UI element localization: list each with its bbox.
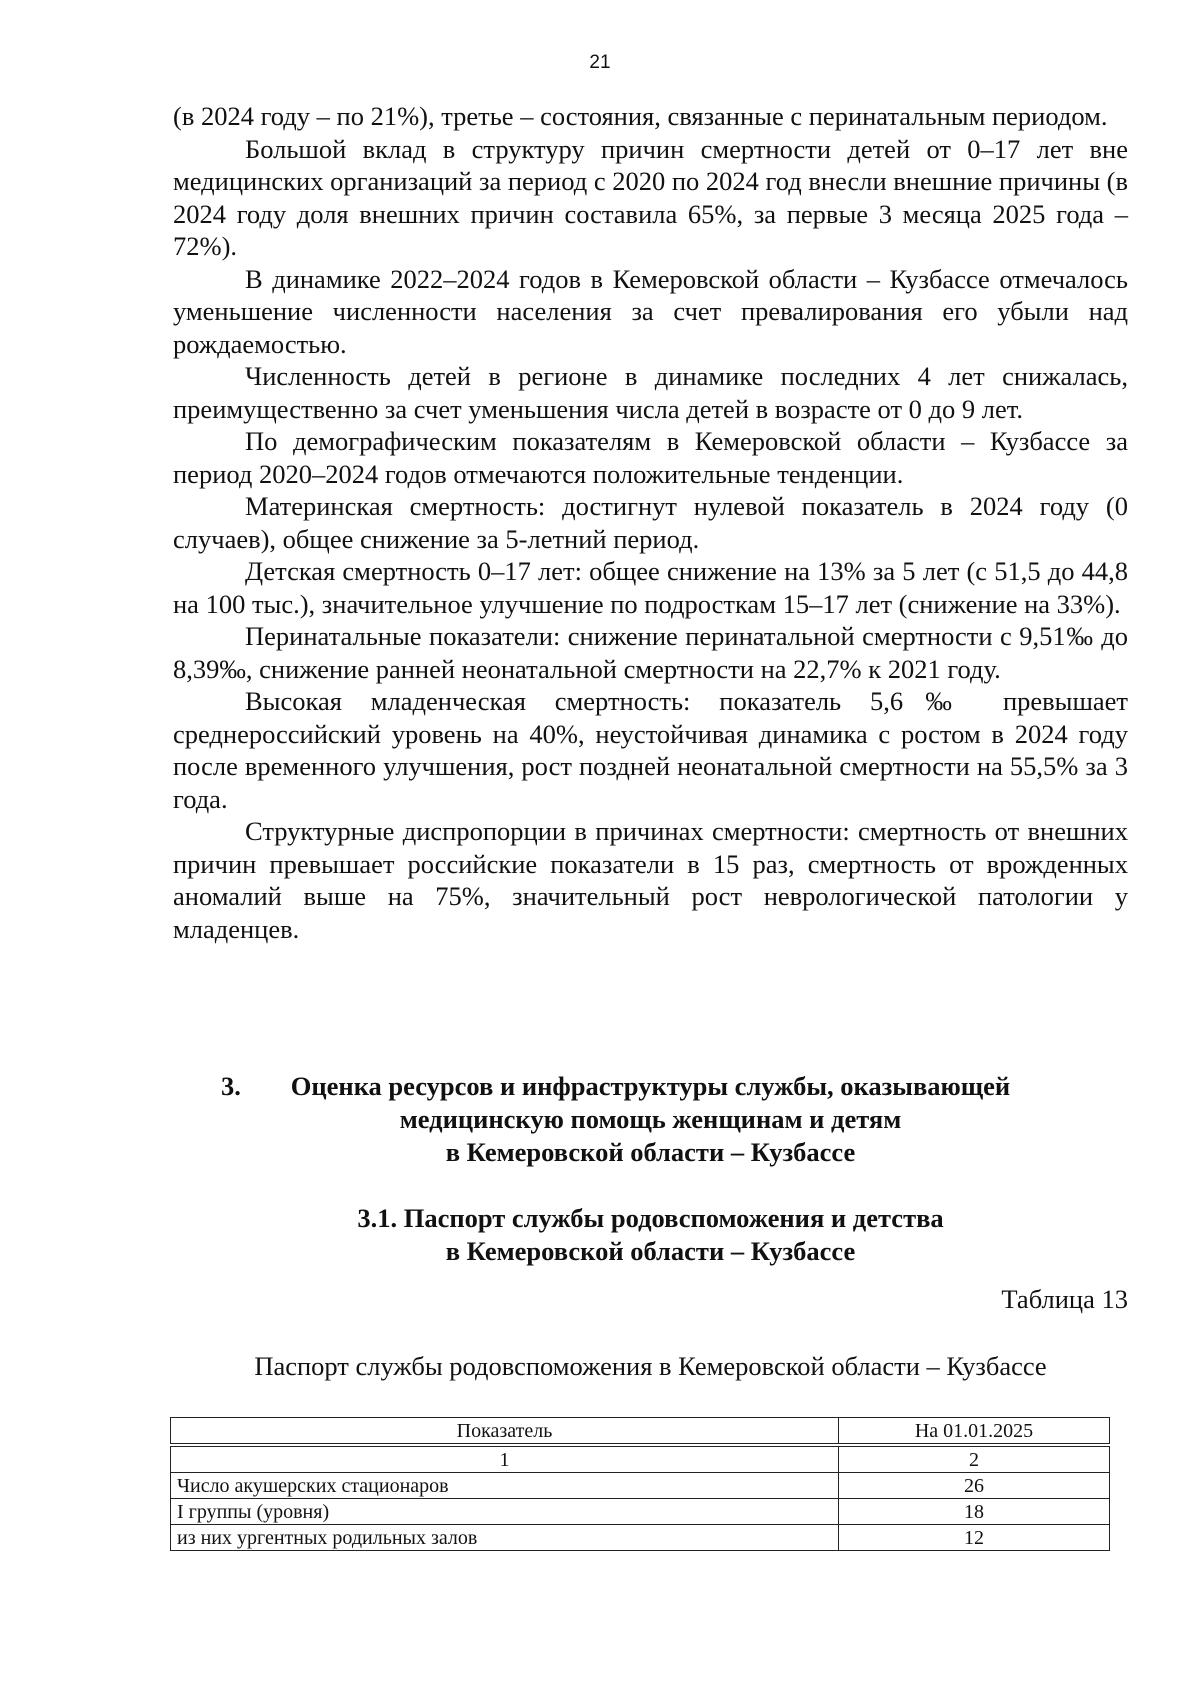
- paragraph: Структурные диспропорции в причинах смертности: смертность от внешних причин превышает российские показатели в 15 раз, смертность от врожденных аномалий выше на 75%, значительный рост неврологической патологии у младенцев.: [173, 816, 1128, 944]
- column-number-cell: 1: [171, 1447, 839, 1473]
- column-number-cell: 2: [839, 1447, 1110, 1473]
- table-cell: 26: [839, 1473, 1110, 1499]
- table-header-cell: На 01.01.2025: [839, 1418, 1110, 1444]
- table-row: [171, 1473, 1110, 1499]
- paragraph: Перинатальные показатели: снижение перинатальной смертности с 9,51‰ до 8,39‰, снижение ранней неонатальной смертности на 22,7% к 2021 году.: [173, 621, 1128, 684]
- section-number: 3.: [221, 1071, 241, 1101]
- passport-table: [170, 1417, 1110, 1551]
- subsection-title-line: в Кемеровской области – Кузбассе: [445, 1236, 856, 1266]
- paragraph: Численность детей в регионе в динамике последних 4 лет снижалась, преимущественно за счет уменьшения числа детей в возрасте от 0 до 9 лет.: [173, 361, 1128, 424]
- table-cell: Число акушерских стационаров: [171, 1473, 839, 1499]
- table-caption: Паспорт службы родовспоможения в Кемеровской области – Кузбассе: [254, 1351, 1047, 1381]
- body-text: [173, 100, 1128, 945]
- subsection-heading: [173, 1202, 1128, 1268]
- paragraph: Детская смертность 0–17 лет: общее снижение на 13% за 5 лет (с 51,5 до 44,8 на 100 тыс.), значительное улучшение по подросткам 15–17 лет (снижение на 33%).: [173, 556, 1128, 619]
- table-label: Таблица 13: [1001, 1284, 1128, 1314]
- paragraph: Большой вклад в структуру причин смертности детей от 0–17 лет вне медицинских организаций за период с 2020 по 2024 год внесли внешние причины (в 2024 году доля внешних причин составила 65%, за первые 3 месяца 2025 года – 72%).: [173, 133, 1128, 261]
- table-row: [171, 1525, 1110, 1551]
- paragraph: По демографическим показателям в Кемеровской области – Кузбассе за период 2020–2024 годов отмечаются положительные тенденции.: [173, 426, 1128, 489]
- subsection-title-line: 3.1. Паспорт службы родовспоможения и детства: [357, 1203, 944, 1233]
- table-row: [171, 1499, 1110, 1525]
- table-cell: I группы (уровня): [171, 1499, 839, 1525]
- section-title-line: Оценка ресурсов и инфраструктуры службы, оказывающей: [290, 1071, 1011, 1101]
- page-number: 21: [589, 52, 611, 73]
- table-cell: из них ургентных родильных залов: [171, 1525, 839, 1551]
- paragraph: (в 2024 году – по 21%), третье – состояния, связанные с перинатальным периодом.: [173, 101, 1108, 131]
- table-header-cell: Показатель: [171, 1418, 839, 1444]
- table-column-number-row: [171, 1447, 1110, 1473]
- paragraph: В динамике 2022–2024 годов в Кемеровской области – Кузбассе отмечалось уменьшение численности населения за счет превалирования его убыли над рождаемостью.: [173, 263, 1128, 359]
- section-title-line: медицинскую помощь женщинам и детям: [399, 1104, 902, 1134]
- table-header-row: [171, 1418, 1110, 1444]
- paragraph: Материнская смертность: достигнут нулевой показатель в 2024 году (0 случаев), общее снижение за 5-летний период.: [173, 491, 1128, 554]
- table-cell: 18: [839, 1499, 1110, 1525]
- paragraph: Высокая младенческая смертность: показатель 5,6‰ превышает среднероссийский уровень на 40%, неустойчивая динамика с ростом в 2024 году после временного улучшения, рост поздней неонатальной смертности на 55,5% за 3 года.: [173, 686, 1128, 814]
- section-heading: [173, 1070, 1128, 1169]
- table-cell: 12: [839, 1525, 1110, 1551]
- section-title-line: в Кемеровской области – Кузбассе: [445, 1137, 856, 1167]
